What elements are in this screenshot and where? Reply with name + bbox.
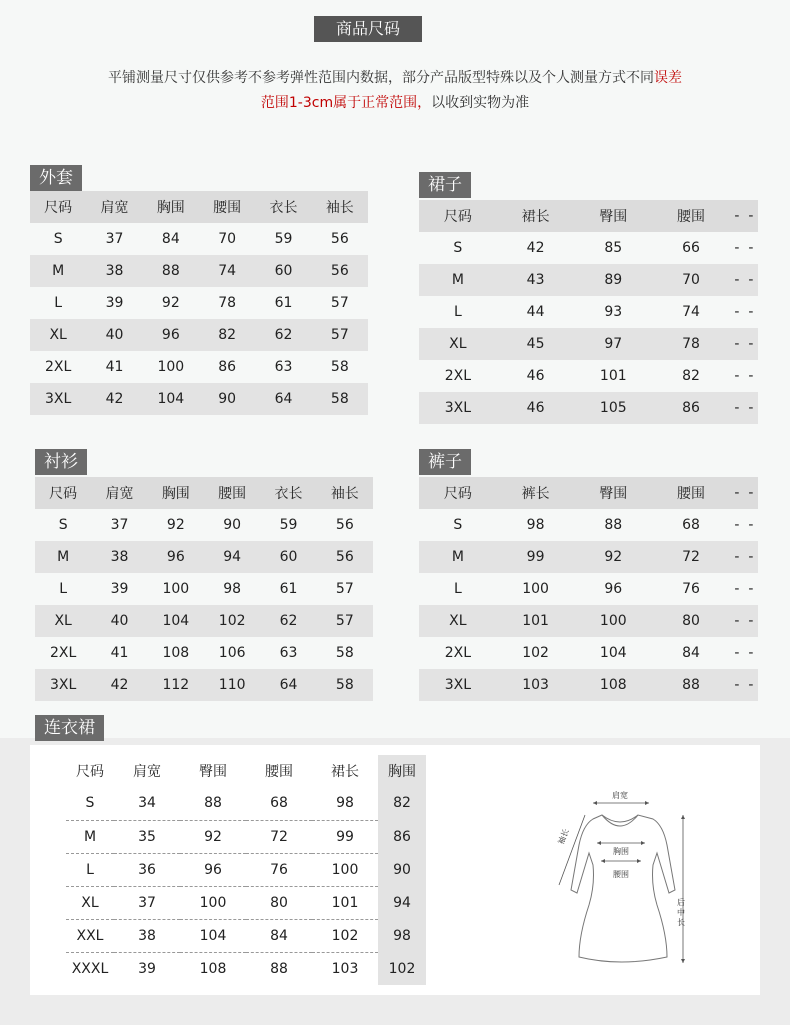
table-cell: 62 [279,613,298,629]
table-cell: 68 [682,517,700,533]
table-cell: - [734,368,740,384]
table-cell: 60 [274,263,293,279]
table-row [419,573,758,605]
table-cell: 100 [180,886,246,919]
skirt-section-label: 裙子 [419,172,471,198]
table-cell: 80 [246,886,312,919]
table-row [419,296,758,328]
table-header-row [66,755,426,787]
table-cell: L [54,295,63,311]
table-cell: 78 [682,336,700,352]
table-row [419,360,758,392]
table-cell: 39 [110,581,129,597]
table-header-cell: 胸围 [378,755,426,787]
table-cell: - [748,368,754,384]
table-row [66,919,426,952]
table-cell: - [734,336,740,352]
diagram-waist-label: 腰围 [613,870,629,879]
table-cell: - [734,517,740,533]
note-plain-text: 以收到实物为准 [431,95,530,111]
table-header-cell: 胸围 [156,200,185,216]
table-cell: 102 [218,613,246,629]
table-cell: - [734,304,740,320]
table-cell: 106 [218,645,246,661]
table-cell: S [58,517,68,533]
table-cell: - [734,613,740,629]
table-cell: 44 [526,304,545,320]
measurement-note-line2 [0,92,790,112]
table-cell: 82 [218,327,237,343]
table-cell: 70 [682,272,700,288]
table-cell: 72 [246,820,312,853]
table-cell: 94 [223,549,242,565]
table-cell: XL [449,336,467,352]
table-cell: XL [49,327,67,343]
table-row [35,509,373,541]
table-cell: 40 [105,327,124,343]
table-cell: 45 [526,336,545,352]
table-cell: 58 [335,645,354,661]
table-cell: 3XL [444,400,472,416]
table-cell: 101 [522,613,549,629]
table-cell: M [66,820,114,853]
table-cell: 92 [166,517,185,533]
table-cell: XXL [66,919,114,952]
table-cell: 92 [180,820,246,853]
table-cell: S [66,787,114,820]
table-header-cell: 腰围 [265,764,293,780]
table-cell: - [748,549,754,565]
table-cell: - [734,549,740,565]
dress-size-table [66,755,426,985]
table-cell: 96 [166,549,185,565]
table-cell: 46 [526,400,545,416]
table-cell: 88 [270,960,288,977]
table-cell: 96 [161,327,180,343]
table-header-cell: 衣长 [269,200,298,216]
table-header-cell: 裤长 [521,486,550,502]
table-cell: 104 [162,613,190,629]
table-row [30,351,368,383]
table-header-cell: 尺码 [44,200,73,216]
table-cell: 74 [218,263,237,279]
diagram-sleeve-label: 袖长 [556,827,571,846]
table-header-row [35,477,373,509]
table-row [419,541,758,573]
table-header-row [419,477,758,509]
table-cell: 38 [114,919,180,952]
coat-section-label: 外套 [30,165,82,191]
table-cell: 57 [335,613,354,629]
table-row [35,637,373,669]
table-cell: - [748,400,754,416]
table-cell: 86 [378,820,426,853]
table-row [66,787,426,820]
table-cell: 100 [599,613,627,629]
table-cell: 63 [274,359,293,375]
table-cell: 92 [604,549,623,565]
table-cell: 93 [604,304,623,320]
table-cell: 96 [180,853,246,886]
table-cell: 84 [246,919,312,952]
coat-size-table [30,191,368,415]
table-cell: 112 [162,677,190,693]
table-cell: 89 [604,272,623,288]
dress-neckline [602,815,638,826]
table-row [419,637,758,669]
table-cell: 34 [114,787,180,820]
table-cell: 99 [312,820,378,853]
table-cell: L [453,581,462,597]
diagram-chest-label: 胸围 [613,847,629,856]
table-cell: 105 [599,400,627,416]
diagram-back-length-label: 后中长 [677,898,685,927]
table-row [30,255,368,287]
table-cell: 41 [105,359,124,375]
table-row [30,319,368,351]
table-row [35,669,373,701]
table-cell: 86 [682,400,700,416]
table-cell: 37 [110,517,129,533]
table-cell: M [52,263,65,279]
table-cell: 36 [114,853,180,886]
table-header-cell: 尺码 [443,209,472,225]
table-cell: 94 [378,886,426,919]
sleeve-arrow [559,815,585,885]
table-cell: 103 [331,960,359,977]
table-header-cell: 裙长 [521,209,550,225]
table-row [419,509,758,541]
table-cell: 46 [526,368,545,384]
table-cell: 85 [604,240,623,256]
table-cell: 90 [223,517,242,533]
table-header-cell: 尺码 [49,486,78,502]
table-cell: 58 [330,391,349,407]
table-cell: 2XL [444,645,472,661]
table-cell: - [734,645,740,661]
table-cell: - [748,645,754,661]
table-row [419,264,758,296]
table-header-cell: 臀围 [599,486,628,502]
table-cell: 42 [105,391,124,407]
table-cell: XL [449,613,467,629]
table-cell: 40 [110,613,129,629]
table-header-cell: 腰围 [677,209,706,225]
pants-section-label: 裤子 [419,449,471,475]
table-header-cell: 腰围 [213,200,242,216]
table-cell: 102 [522,645,549,661]
table-cell: 3XL [50,677,77,693]
table-cell: 104 [599,645,627,661]
table-cell: 59 [279,517,298,533]
table-cell: S [453,517,463,533]
table-header-cell: 袖长 [330,486,359,502]
table-header-cell: 肩宽 [100,200,129,216]
table-cell: XL [54,613,72,629]
table-cell: 108 [599,677,627,693]
table-cell: 78 [218,295,237,311]
table-cell: 64 [279,677,298,693]
shirt-section-label: 衬衫 [35,449,87,475]
table-cell: 88 [180,787,246,820]
table-cell: 72 [682,549,700,565]
table-cell: 37 [114,886,180,919]
table-row [66,952,426,985]
table-row [30,223,368,255]
table-row [419,232,758,264]
table-header-cell: - [734,208,740,224]
table-cell: 90 [378,853,426,886]
table-cell: 57 [330,295,349,311]
skirt-size-table [419,200,758,424]
table-cell: 100 [312,853,378,886]
table-cell: 70 [218,231,237,247]
table-cell: - [748,677,754,693]
table-cell: 56 [330,263,349,279]
table-cell: 56 [330,231,349,247]
table-cell: 97 [604,336,623,352]
table-cell: 101 [599,368,627,384]
table-row [419,669,758,701]
table-cell: 60 [279,549,298,565]
table-cell: 63 [279,645,298,661]
diagram-shoulder-label: 肩宽 [612,791,628,800]
table-cell: 96 [604,581,623,597]
table-header-cell: 袖长 [325,200,354,216]
table-cell: 100 [157,359,185,375]
table-cell: - [734,400,740,416]
table-header-cell: 肩宽 [133,764,161,780]
table-cell: S [53,231,63,247]
table-cell: 39 [138,960,156,977]
table-cell: 58 [335,677,354,693]
table-cell: - [734,272,740,288]
table-cell: 84 [682,645,700,661]
table-cell: 108 [162,645,190,661]
table-cell: 110 [218,677,246,693]
note-plain-text: 平铺测量尺寸仅供参考不参考弹性范围内数据，部分产品版型特殊以及个人测量方式不同 [108,70,654,86]
table-cell: XL [66,886,114,919]
table-cell: - [748,272,754,288]
table-header-row [30,191,368,223]
table-cell: 35 [114,820,180,853]
table-cell: 42 [110,677,129,693]
table-row [419,605,758,637]
table-cell: 42 [526,240,545,256]
table-cell: 99 [526,549,545,565]
table-header-cell: 腰围 [677,486,706,502]
table-cell: 76 [246,853,312,886]
table-cell: 3XL [444,677,472,693]
table-cell: 38 [105,263,124,279]
table-row [30,383,368,415]
table-cell: 98 [312,787,378,820]
table-cell: 98 [378,919,426,952]
table-cell: M [451,272,464,288]
table-cell: XXXL [71,960,109,977]
table-cell: L [59,581,68,597]
table-row [419,328,758,360]
table-cell: 103 [522,677,549,693]
table-row [35,573,373,605]
table-cell: 88 [604,517,623,533]
table-cell: 2XL [45,359,72,375]
dress-measurement-diagram [545,785,695,975]
table-cell: 64 [274,391,293,407]
table-cell: 3XL [45,391,72,407]
table-cell: S [453,240,463,256]
table-cell: 61 [279,581,298,597]
table-cell: 76 [682,581,700,597]
table-cell: 90 [218,391,237,407]
dress-outline [571,815,675,962]
table-row [35,541,373,573]
shirt-size-table [35,477,373,701]
table-cell: 104 [157,391,185,407]
table-cell: 39 [105,295,124,311]
table-header-cell: 臀围 [599,209,628,225]
table-cell: - [748,517,754,533]
table-cell: 62 [274,327,293,343]
note-red-text: 范围1-3cm属于正常范围， [260,95,432,111]
table-row [66,820,426,853]
table-header-cell: 裙长 [331,764,359,780]
table-cell: - [748,240,754,256]
table-cell: 86 [218,359,237,375]
table-header-cell: - [748,485,754,501]
table-cell: L [66,853,114,886]
dress-section-label: 连衣裙 [35,715,104,741]
table-cell: 101 [312,886,378,919]
table-cell: 57 [330,327,349,343]
table-row [35,605,373,637]
table-row [66,886,426,919]
table-cell: M [57,549,70,565]
table-cell: L [453,304,462,320]
table-header-cell: 尺码 [76,764,104,780]
table-cell: M [451,549,464,565]
table-cell: - [748,613,754,629]
table-row [30,287,368,319]
table-cell: 80 [682,613,700,629]
table-cell: 102 [312,919,378,952]
table-cell: 88 [161,263,180,279]
page-title: 商品尺码 [314,16,422,42]
pants-size-table [419,477,758,701]
table-cell: 98 [526,517,545,533]
measurement-note-line1 [0,67,790,87]
table-row [66,853,426,886]
table-header-cell: - [748,208,754,224]
table-cell: - [734,240,740,256]
table-row [419,392,758,424]
table-cell: 2XL [50,645,77,661]
table-cell: 43 [526,272,545,288]
table-cell: 66 [682,240,700,256]
table-cell: - [734,677,740,693]
table-cell: 58 [330,359,349,375]
table-cell: 74 [682,304,700,320]
table-cell: 57 [335,581,354,597]
table-header-cell: 臀围 [199,764,227,780]
table-cell: 100 [162,581,190,597]
table-cell: 41 [110,645,129,661]
table-cell: 68 [246,787,312,820]
note-red-text: 误差 [654,70,682,86]
table-cell: 108 [199,960,227,977]
table-cell: - [734,581,740,597]
table-cell: 92 [161,295,180,311]
table-cell: 56 [335,549,354,565]
table-cell: 104 [180,919,246,952]
table-cell: - [748,581,754,597]
table-cell: 88 [682,677,700,693]
table-cell: - [748,304,754,320]
table-header-row [419,200,758,232]
table-cell: 98 [223,581,242,597]
table-header-cell: 尺码 [443,486,472,502]
table-cell: 61 [274,295,293,311]
table-cell: 59 [274,231,293,247]
table-header-cell: 衣长 [274,486,303,502]
table-header-cell: 腰围 [218,486,247,502]
table-header-cell: - [734,485,740,501]
table-cell: 100 [522,581,549,597]
table-cell: 2XL [444,368,472,384]
table-header-cell: 胸围 [161,486,190,502]
table-cell: 102 [378,952,426,985]
table-cell: 38 [110,549,129,565]
table-cell: 37 [105,231,124,247]
table-cell: 82 [682,368,700,384]
table-cell: 84 [161,231,180,247]
table-cell: 56 [335,517,354,533]
table-cell: 82 [378,787,426,820]
table-cell: - [748,336,754,352]
table-header-cell: 肩宽 [105,486,134,502]
